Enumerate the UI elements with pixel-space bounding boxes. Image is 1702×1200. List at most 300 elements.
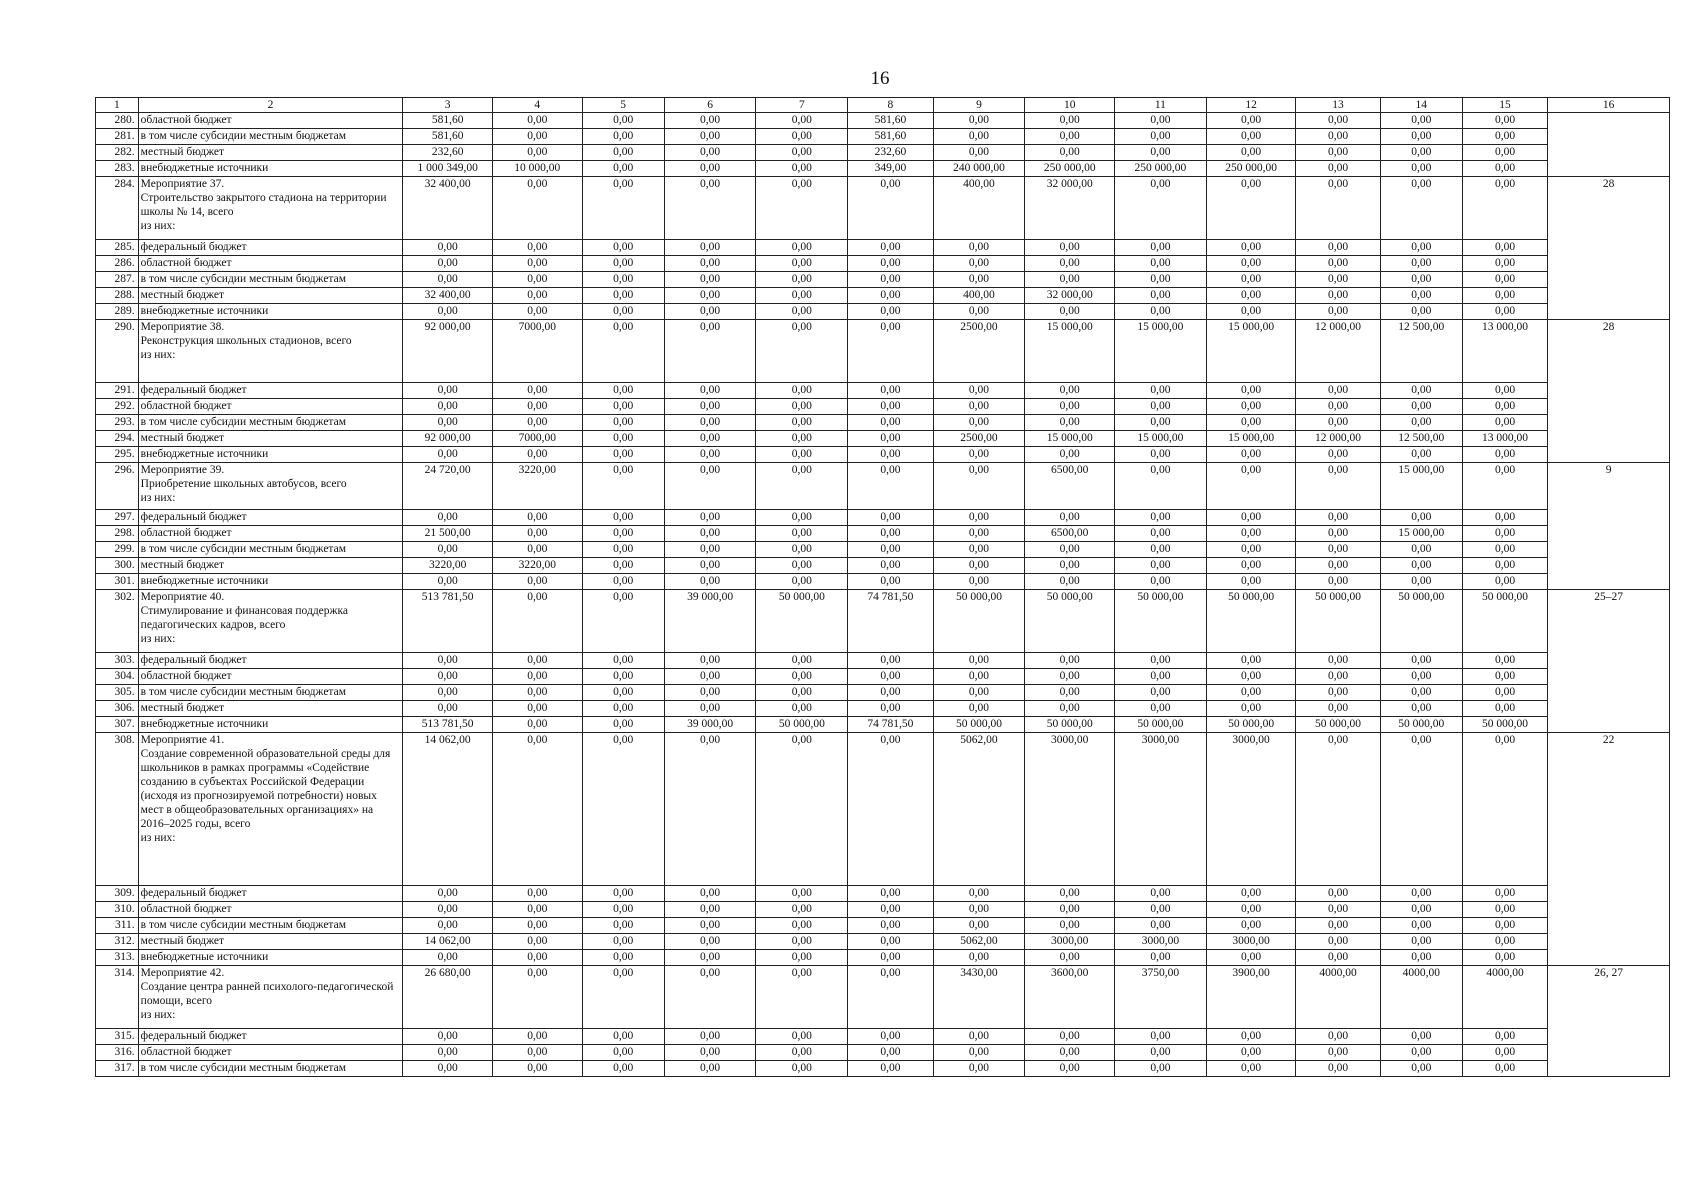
note-cell	[1548, 288, 1670, 304]
row-number: 303.	[96, 653, 139, 669]
row-number: 300.	[96, 558, 139, 574]
value-cell: 0,00	[756, 966, 848, 1029]
value-cell: 513 781,50	[403, 717, 493, 733]
value-cell: 32 000,00	[1025, 177, 1115, 240]
row-number: 307.	[96, 717, 139, 733]
value-cell: 0,00	[1296, 113, 1380, 129]
page-number: 16	[870, 68, 890, 89]
value-cell: 0,00	[933, 918, 1025, 934]
value-cell: 0,00	[1296, 558, 1380, 574]
value-cell: 250 000,00	[1115, 161, 1207, 177]
value-cell: 0,00	[756, 463, 848, 510]
value-cell: 250 000,00	[1206, 161, 1296, 177]
value-cell: 39 000,00	[664, 590, 756, 653]
value-cell: 0,00	[756, 447, 848, 463]
row-number: 287.	[96, 272, 139, 288]
value-cell: 50 000,00	[1296, 717, 1380, 733]
value-cell: 0,00	[1115, 669, 1207, 685]
value-cell: 0,00	[1025, 950, 1115, 966]
note-cell	[1548, 574, 1670, 590]
value-cell: 0,00	[1115, 950, 1207, 966]
note-cell: 28	[1548, 177, 1670, 240]
value-cell: 400,00	[933, 177, 1025, 240]
note-cell	[1548, 1029, 1670, 1045]
value-cell: 0,00	[492, 526, 582, 542]
row-name: Мероприятие 42. Создание центра ранней психолого-педагогической помощи, всего из них:	[138, 966, 403, 1029]
value-cell: 0,00	[756, 399, 848, 415]
value-cell: 0,00	[403, 240, 493, 256]
value-cell: 0,00	[1206, 256, 1296, 272]
value-cell: 0,00	[1380, 288, 1462, 304]
value-cell: 0,00	[933, 558, 1025, 574]
row-number: 302.	[96, 590, 139, 653]
value-cell: 0,00	[492, 918, 582, 934]
value-cell: 0,00	[1115, 558, 1207, 574]
value-cell: 0,00	[848, 950, 933, 966]
row-number: 286.	[96, 256, 139, 272]
note-cell	[1548, 653, 1670, 669]
table-row	[96, 113, 1670, 129]
table-row	[96, 320, 1670, 383]
value-cell: 0,00	[1025, 1029, 1115, 1045]
table-body	[96, 98, 1670, 1077]
value-cell: 0,00	[403, 653, 493, 669]
value-cell: 0,00	[1115, 256, 1207, 272]
value-cell: 0,00	[756, 415, 848, 431]
table-row	[96, 733, 1670, 886]
value-cell: 3220,00	[492, 558, 582, 574]
value-cell: 0,00	[1380, 902, 1462, 918]
note-cell	[1548, 272, 1670, 288]
table-row	[96, 542, 1670, 558]
value-cell: 0,00	[492, 447, 582, 463]
value-cell: 0,00	[1115, 240, 1207, 256]
value-cell: 0,00	[1206, 304, 1296, 320]
value-cell: 0,00	[492, 886, 582, 902]
value-cell: 0,00	[756, 558, 848, 574]
value-cell: 0,00	[1462, 950, 1547, 966]
value-cell: 0,00	[848, 240, 933, 256]
value-cell: 0,00	[582, 886, 664, 902]
value-cell: 0,00	[1380, 383, 1462, 399]
row-number: 298.	[96, 526, 139, 542]
row-name: федеральный бюджет	[138, 383, 403, 399]
value-cell: 0,00	[1115, 902, 1207, 918]
value-cell: 26 680,00	[403, 966, 493, 1029]
value-cell: 0,00	[1462, 288, 1547, 304]
note-cell	[1548, 886, 1670, 902]
value-cell: 0,00	[756, 510, 848, 526]
table-row	[96, 145, 1670, 161]
row-number: 289.	[96, 304, 139, 320]
value-cell: 0,00	[492, 717, 582, 733]
value-cell: 32 000,00	[1025, 288, 1115, 304]
value-cell: 0,00	[1206, 177, 1296, 240]
value-cell: 0,00	[1115, 129, 1207, 145]
note-cell	[1548, 685, 1670, 701]
value-cell: 74 781,50	[848, 717, 933, 733]
value-cell: 0,00	[1115, 145, 1207, 161]
value-cell: 0,00	[1296, 918, 1380, 934]
value-cell: 0,00	[1025, 685, 1115, 701]
value-cell: 0,00	[933, 902, 1025, 918]
value-cell: 0,00	[582, 653, 664, 669]
value-cell: 0,00	[1206, 886, 1296, 902]
value-cell: 50 000,00	[756, 717, 848, 733]
value-cell: 13 000,00	[1462, 320, 1547, 383]
value-cell: 0,00	[664, 542, 756, 558]
value-cell: 0,00	[756, 145, 848, 161]
value-cell: 0,00	[933, 653, 1025, 669]
value-cell: 0,00	[582, 934, 664, 950]
row-name: областной бюджет	[138, 1045, 403, 1061]
value-cell: 0,00	[492, 1045, 582, 1061]
value-cell: 0,00	[492, 669, 582, 685]
value-cell: 3000,00	[1115, 934, 1207, 950]
value-cell: 0,00	[1025, 574, 1115, 590]
value-cell: 0,00	[1380, 733, 1462, 886]
value-cell: 0,00	[1380, 950, 1462, 966]
value-cell: 0,00	[848, 1045, 933, 1061]
note-cell	[1548, 383, 1670, 399]
value-cell: 0,00	[1115, 685, 1207, 701]
value-cell: 0,00	[848, 902, 933, 918]
row-name: внебюджетные источники	[138, 717, 403, 733]
value-cell: 0,00	[756, 733, 848, 886]
row-number: 312.	[96, 934, 139, 950]
value-cell: 0,00	[1462, 526, 1547, 542]
row-name: местный бюджет	[138, 701, 403, 717]
value-cell: 0,00	[848, 574, 933, 590]
row-number: 299.	[96, 542, 139, 558]
row-name: местный бюджет	[138, 558, 403, 574]
value-cell: 0,00	[492, 902, 582, 918]
value-cell: 0,00	[582, 542, 664, 558]
value-cell: 0,00	[582, 558, 664, 574]
value-cell: 39 000,00	[664, 717, 756, 733]
value-cell: 0,00	[1380, 415, 1462, 431]
table-row	[96, 966, 1670, 1029]
value-cell: 3750,00	[1115, 966, 1207, 1029]
value-cell: 0,00	[403, 272, 493, 288]
value-cell: 0,00	[933, 240, 1025, 256]
value-cell: 0,00	[582, 256, 664, 272]
value-cell: 0,00	[933, 950, 1025, 966]
value-cell: 0,00	[1462, 240, 1547, 256]
value-cell: 0,00	[664, 320, 756, 383]
column-header: 4	[492, 98, 582, 113]
value-cell: 5062,00	[933, 733, 1025, 886]
value-cell: 0,00	[1380, 685, 1462, 701]
value-cell: 50 000,00	[1025, 717, 1115, 733]
value-cell: 0,00	[582, 145, 664, 161]
value-cell: 0,00	[848, 701, 933, 717]
row-number: 304.	[96, 669, 139, 685]
value-cell: 0,00	[1115, 447, 1207, 463]
value-cell: 6500,00	[1025, 526, 1115, 542]
table-row	[96, 447, 1670, 463]
value-cell: 0,00	[756, 177, 848, 240]
value-cell: 0,00	[756, 304, 848, 320]
row-name: Мероприятие 39. Приобретение школьных автобусов, всего из них:	[138, 463, 403, 510]
budget-table	[95, 97, 1670, 1077]
value-cell: 0,00	[1462, 902, 1547, 918]
value-cell: 0,00	[582, 526, 664, 542]
value-cell: 0,00	[582, 431, 664, 447]
row-name: Мероприятие 38. Реконструкция школьных стадионов, всего из них:	[138, 320, 403, 383]
row-name: Мероприятие 41. Создание современной образовательной среды для школьников в рамках программы «Содействие созданию в субъектах Российской Федерации (исходя из прогнозируемой потребности) новых мест в общеобразовательных организациях» на 2016–2025 годы, всего из них:	[138, 733, 403, 886]
value-cell: 0,00	[403, 1061, 493, 1077]
value-cell: 0,00	[1206, 113, 1296, 129]
value-cell: 15 000,00	[1025, 320, 1115, 383]
value-cell: 0,00	[582, 304, 664, 320]
value-cell: 0,00	[848, 510, 933, 526]
value-cell: 400,00	[933, 288, 1025, 304]
value-cell: 0,00	[1296, 542, 1380, 558]
value-cell: 0,00	[1025, 304, 1115, 320]
column-header: 13	[1296, 98, 1380, 113]
value-cell: 0,00	[756, 113, 848, 129]
row-name: областной бюджет	[138, 256, 403, 272]
row-name: Мероприятие 37. Строительство закрытого стадиона на территории школы № 14, всего из них:	[138, 177, 403, 240]
value-cell: 0,00	[848, 1061, 933, 1077]
value-cell: 0,00	[1380, 129, 1462, 145]
row-name: местный бюджет	[138, 934, 403, 950]
value-cell: 0,00	[848, 918, 933, 934]
value-cell: 0,00	[582, 415, 664, 431]
value-cell: 12 500,00	[1380, 431, 1462, 447]
value-cell: 0,00	[403, 415, 493, 431]
column-header: 3	[403, 98, 493, 113]
value-cell: 3220,00	[492, 463, 582, 510]
value-cell: 0,00	[1115, 177, 1207, 240]
value-cell: 0,00	[1296, 272, 1380, 288]
value-cell: 0,00	[492, 240, 582, 256]
value-cell: 0,00	[664, 463, 756, 510]
row-number: 309.	[96, 886, 139, 902]
value-cell: 3430,00	[933, 966, 1025, 1029]
table-row	[96, 590, 1670, 653]
value-cell: 0,00	[756, 272, 848, 288]
value-cell: 0,00	[664, 653, 756, 669]
value-cell: 0,00	[582, 1029, 664, 1045]
value-cell: 0,00	[848, 526, 933, 542]
value-cell: 0,00	[492, 701, 582, 717]
value-cell: 0,00	[492, 129, 582, 145]
value-cell: 0,00	[1462, 161, 1547, 177]
value-cell: 50 000,00	[1115, 717, 1207, 733]
row-name: в том числе субсидии местным бюджетам	[138, 1061, 403, 1077]
column-header: 16	[1548, 98, 1670, 113]
column-header: 12	[1206, 98, 1296, 113]
value-cell: 0,00	[756, 574, 848, 590]
value-cell: 0,00	[1296, 161, 1380, 177]
value-cell: 0,00	[582, 510, 664, 526]
value-cell: 0,00	[1206, 950, 1296, 966]
value-cell: 0,00	[1296, 304, 1380, 320]
value-cell: 0,00	[582, 574, 664, 590]
value-cell: 0,00	[1115, 526, 1207, 542]
value-cell: 0,00	[492, 653, 582, 669]
note-cell	[1548, 399, 1670, 415]
value-cell: 0,00	[1462, 701, 1547, 717]
value-cell: 50 000,00	[1380, 717, 1462, 733]
value-cell: 0,00	[756, 918, 848, 934]
note-cell	[1548, 129, 1670, 145]
value-cell: 0,00	[933, 113, 1025, 129]
value-cell: 50 000,00	[1380, 590, 1462, 653]
value-cell: 0,00	[848, 886, 933, 902]
value-cell: 0,00	[403, 1045, 493, 1061]
value-cell: 0,00	[1206, 415, 1296, 431]
value-cell: 3000,00	[1025, 733, 1115, 886]
value-cell: 0,00	[933, 447, 1025, 463]
value-cell: 50 000,00	[1296, 590, 1380, 653]
value-cell: 0,00	[1462, 558, 1547, 574]
budget-table-wrap	[95, 97, 1670, 1077]
value-cell: 0,00	[1025, 1045, 1115, 1061]
table-row	[96, 1029, 1670, 1045]
value-cell: 0,00	[582, 161, 664, 177]
value-cell: 0,00	[664, 1045, 756, 1061]
value-cell: 0,00	[1296, 288, 1380, 304]
value-cell: 0,00	[1115, 574, 1207, 590]
value-cell: 0,00	[582, 733, 664, 886]
row-number: 308.	[96, 733, 139, 886]
value-cell: 0,00	[756, 1029, 848, 1045]
note-cell	[1548, 918, 1670, 934]
value-cell: 12 000,00	[1296, 431, 1380, 447]
value-cell: 0,00	[403, 669, 493, 685]
value-cell: 0,00	[848, 256, 933, 272]
value-cell: 0,00	[933, 383, 1025, 399]
value-cell: 581,60	[403, 113, 493, 129]
value-cell: 0,00	[848, 685, 933, 701]
value-cell: 0,00	[1462, 510, 1547, 526]
table-row	[96, 918, 1670, 934]
value-cell: 15 000,00	[1025, 431, 1115, 447]
value-cell: 0,00	[1025, 886, 1115, 902]
value-cell: 0,00	[1025, 383, 1115, 399]
value-cell: 0,00	[492, 145, 582, 161]
value-cell: 0,00	[1380, 574, 1462, 590]
value-cell: 0,00	[664, 1061, 756, 1077]
row-number: 280.	[96, 113, 139, 129]
value-cell: 0,00	[664, 733, 756, 886]
value-cell: 0,00	[582, 701, 664, 717]
note-cell	[1548, 145, 1670, 161]
value-cell: 0,00	[1206, 145, 1296, 161]
value-cell: 0,00	[664, 669, 756, 685]
row-number: 285.	[96, 240, 139, 256]
value-cell: 0,00	[1296, 399, 1380, 415]
value-cell: 0,00	[1380, 886, 1462, 902]
table-row	[96, 177, 1670, 240]
value-cell: 0,00	[492, 288, 582, 304]
row-name: в том числе субсидии местным бюджетам	[138, 685, 403, 701]
value-cell: 0,00	[848, 447, 933, 463]
value-cell: 0,00	[492, 574, 582, 590]
row-number: 316.	[96, 1045, 139, 1061]
value-cell: 0,00	[848, 542, 933, 558]
note-cell	[1548, 447, 1670, 463]
value-cell: 0,00	[403, 685, 493, 701]
value-cell: 0,00	[1462, 574, 1547, 590]
value-cell: 0,00	[582, 918, 664, 934]
value-cell: 0,00	[933, 399, 1025, 415]
note-cell	[1548, 558, 1670, 574]
note-cell	[1548, 431, 1670, 447]
note-cell	[1548, 950, 1670, 966]
value-cell: 0,00	[1296, 129, 1380, 145]
value-cell: 0,00	[848, 1029, 933, 1045]
value-cell: 0,00	[664, 558, 756, 574]
table-row	[96, 383, 1670, 399]
value-cell: 0,00	[664, 129, 756, 145]
value-cell: 0,00	[1115, 1029, 1207, 1045]
row-number: 314.	[96, 966, 139, 1029]
value-cell: 0,00	[1462, 1061, 1547, 1077]
value-cell: 0,00	[403, 256, 493, 272]
value-cell: 0,00	[1206, 288, 1296, 304]
value-cell: 0,00	[1206, 685, 1296, 701]
note-cell	[1548, 669, 1670, 685]
note-cell	[1548, 526, 1670, 542]
value-cell: 0,00	[664, 145, 756, 161]
column-header: 6	[664, 98, 756, 113]
value-cell: 0,00	[756, 240, 848, 256]
value-cell: 0,00	[1025, 113, 1115, 129]
row-number: 292.	[96, 399, 139, 415]
value-cell: 3900,00	[1206, 966, 1296, 1029]
value-cell: 0,00	[1462, 145, 1547, 161]
table-row	[96, 399, 1670, 415]
value-cell: 0,00	[1206, 447, 1296, 463]
table-row	[96, 669, 1670, 685]
value-cell: 0,00	[664, 1029, 756, 1045]
value-cell: 0,00	[1380, 1045, 1462, 1061]
note-cell	[1548, 1061, 1670, 1077]
value-cell: 0,00	[1462, 733, 1547, 886]
value-cell: 50 000,00	[933, 717, 1025, 733]
value-cell: 92 000,00	[403, 320, 493, 383]
value-cell: 0,00	[582, 717, 664, 733]
value-cell: 0,00	[756, 542, 848, 558]
table-row	[96, 1045, 1670, 1061]
value-cell: 0,00	[403, 701, 493, 717]
value-cell: 0,00	[1296, 240, 1380, 256]
value-cell: 0,00	[1462, 415, 1547, 431]
value-cell: 0,00	[756, 526, 848, 542]
row-name: в том числе субсидии местным бюджетам	[138, 272, 403, 288]
value-cell: 0,00	[582, 1061, 664, 1077]
value-cell: 0,00	[1115, 510, 1207, 526]
column-header: 2	[138, 98, 403, 113]
value-cell: 0,00	[848, 272, 933, 288]
value-cell: 0,00	[933, 272, 1025, 288]
value-cell: 0,00	[1025, 542, 1115, 558]
value-cell: 0,00	[492, 510, 582, 526]
value-cell: 0,00	[1025, 399, 1115, 415]
value-cell: 21 500,00	[403, 526, 493, 542]
value-cell: 0,00	[933, 1061, 1025, 1077]
value-cell: 0,00	[1296, 177, 1380, 240]
value-cell: 0,00	[1115, 415, 1207, 431]
value-cell: 581,60	[403, 129, 493, 145]
row-name: внебюджетные источники	[138, 950, 403, 966]
column-header: 5	[582, 98, 664, 113]
row-name: федеральный бюджет	[138, 240, 403, 256]
